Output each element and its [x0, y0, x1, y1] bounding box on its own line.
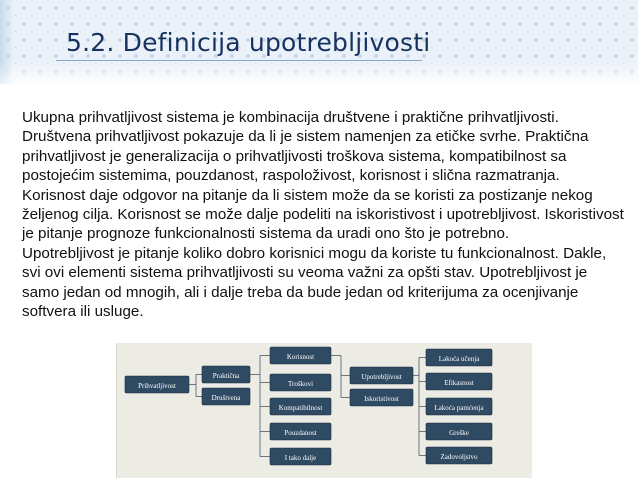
node-level4-0-label: Lakoća učenja [438, 355, 480, 363]
node-level2-3 [270, 423, 331, 440]
node-level1-1-label: Društvena [211, 394, 241, 402]
node-level4-3-label: Greške [449, 429, 469, 437]
slide-body [22, 108, 626, 321]
node-root [125, 376, 189, 393]
node-level1-0-label: Praktična [212, 372, 240, 380]
node-level2-1-label: Troškovi [287, 380, 314, 388]
node-level4-1 [426, 373, 492, 390]
node-level2-2-label: Kompatibilnost [278, 404, 323, 412]
node-level4-0 [426, 349, 492, 366]
acceptability-diagram [116, 343, 532, 478]
node-level4-2 [426, 398, 492, 415]
node-level1-0 [202, 366, 250, 383]
slide-title: 5.2. Definicija upotrebljivosti [66, 28, 431, 57]
node-level1-1 [202, 388, 250, 405]
node-level4-1-label: Efikasnost [444, 379, 474, 387]
node-level2-0-label: Korisnost [286, 353, 315, 361]
node-root-label: Prihvatljivost [138, 382, 176, 390]
node-level3-0-label: Upotrebljivost [361, 373, 402, 381]
node-level4-3 [426, 423, 492, 440]
paragraph-2: Upotrebljivost je pitanje koliko dobro korisnici mogu da koriste tu funkcionalnost. Dakle, svi ovi elementi sistema prihvatljivosti su veoma važni za opšti stav. Upotrebljivost je samo jedan od mnogih, ali i dalje treba da bude jedan od kriterijuma za ocenjivanje softvera ili usluge. [22, 244, 607, 321]
diagram-svg [117, 343, 532, 478]
paragraph-1: Ukupna prihvatljivost sistema je kombinacija društvene i praktične prihvatljivosti. Društvena prihvatljivost pokazuje da li je sistem namenjen za etičke svrhe. Praktična prihvatljivost je generalizacija o prihvatljivosti troškova sistema, kompatibilnost sa postojećim sistemima, pouzdanost, raspoloživost, korisnost i slična razmatranja. Korisnost daje odgovor na pitanje da li sistem može da se koristi za postizanje nekog željenog cilja. Korisnost se može dalje podeliti na iskoristivost i upotrebljivost. Iskoristivost je pitanje prognoze funkcionalnosti sistema da uradi ono što je potrebno. [22, 109, 624, 243]
node-level3-0 [350, 367, 413, 384]
node-level2-4-label: I tako dalje [284, 454, 317, 462]
header-fade [0, 60, 638, 100]
node-level2-1 [270, 374, 331, 391]
node-level4-4 [426, 447, 492, 464]
node-level4-4-label: Zadovoljstvo [440, 453, 478, 461]
node-level2-4 [270, 448, 331, 465]
node-level3-1-label: Iskoristivost [364, 395, 399, 403]
node-level2-3-label: Pouzdanost [284, 429, 317, 437]
title-underline [56, 60, 422, 61]
node-level4-2-label: Lakoća pamćenja [434, 404, 484, 412]
node-level2-0 [270, 347, 331, 364]
node-level3-1 [350, 389, 413, 406]
node-level2-2 [270, 398, 331, 415]
